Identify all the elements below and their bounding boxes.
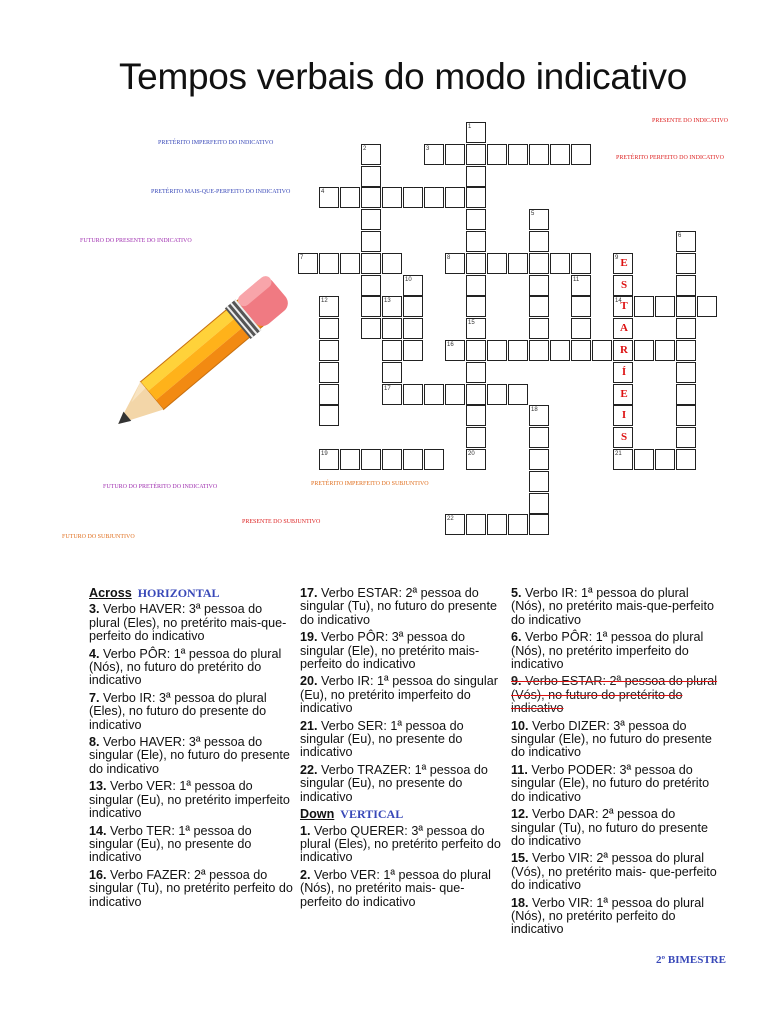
clue-label: 8.: [89, 735, 104, 750]
tense-label: PRETÉRITO PERFEITO DO INDICATIVO: [616, 155, 724, 161]
crossword-cell[interactable]: [319, 362, 339, 383]
clue-label: 7.: [89, 690, 104, 705]
crossword-cell[interactable]: [340, 187, 360, 208]
clue-number: 5: [531, 211, 535, 218]
clue-item: [511, 675, 721, 715]
tense-label: PRETÉRITO MAIS-QUE-PERFEITO DO INDICATIVO: [151, 189, 291, 195]
clue-number: 8: [447, 254, 451, 261]
crossword-cell[interactable]: [487, 384, 507, 405]
crossword-cell[interactable]: [319, 340, 339, 361]
clue-label: 4.: [89, 646, 104, 661]
clue-verb: Verbo VER:: [110, 779, 180, 794]
tense-label: PRESENTE DO INDICATIVO: [652, 118, 728, 124]
crossword-cell[interactable]: [361, 449, 381, 470]
crossword-cell[interactable]: [529, 318, 549, 339]
clue-text: 1ª pessoa do singular (Eu), no presente do indicativo: [89, 823, 252, 865]
clue-verb: Verbo DIZER:: [532, 718, 614, 733]
clue-verb: Verbo TER:: [110, 823, 179, 838]
clue-label: 11.: [511, 762, 532, 777]
clue-text: 2ª pessoa do singular (Tu), no pretérito perfeito do indicativo: [89, 867, 293, 909]
down-heading: Down: [300, 807, 335, 822]
crossword-cell[interactable]: [634, 296, 654, 317]
crossword-cell[interactable]: [529, 449, 549, 470]
clue-label: 19.: [300, 630, 322, 645]
down-clues-continued: [511, 587, 721, 941]
crossword-cell[interactable]: [634, 449, 654, 470]
clue-number: 4: [321, 189, 325, 196]
crossword-cell[interactable]: [655, 449, 675, 470]
crossword-cell[interactable]: [403, 318, 423, 339]
clue-item: [511, 587, 721, 627]
crossword-cell[interactable]: [403, 449, 423, 470]
clue-verb: Verbo PODER:: [531, 762, 620, 777]
crossword-cell[interactable]: [319, 253, 339, 274]
crossword-cell[interactable]: [466, 187, 486, 208]
answer-letter: A: [620, 322, 628, 335]
crossword-cell[interactable]: [487, 253, 507, 274]
crossword-cell[interactable]: [676, 275, 696, 296]
clue-number: 19: [321, 451, 328, 457]
crossword-cell[interactable]: [508, 340, 528, 361]
tense-label: FUTURO DO PRETÉRITO DO INDICATIVO: [103, 484, 218, 490]
clue-item: [89, 692, 294, 732]
crossword-cell[interactable]: [676, 405, 696, 426]
across-clues: [89, 587, 294, 913]
crossword-cell[interactable]: [445, 384, 465, 405]
crossword-cell[interactable]: [361, 166, 381, 187]
clue-text: 2ª pessoa do plural (Vós), no futuro do pretérito do indicativo: [511, 674, 718, 716]
clue-label: 12.: [511, 807, 533, 822]
clue-text: 1ª pessoa do plural (Nós), no futuro do pretérito do indicativo: [89, 646, 282, 688]
clue-label: 5.: [511, 586, 526, 600]
clue-label: 9.: [511, 674, 526, 689]
clue-verb: Verbo PÔR:: [525, 630, 596, 645]
clue-item: [89, 603, 294, 643]
clue-item: [300, 631, 505, 671]
crossword-cell[interactable]: [676, 427, 696, 448]
crossword-cell[interactable]: [403, 187, 423, 208]
crossword-cell[interactable]: [550, 253, 570, 274]
clue-item: [511, 897, 721, 937]
clue-item: [300, 675, 505, 715]
clue-verb: Verbo QUERER:: [314, 823, 412, 838]
crossword-cell[interactable]: [382, 318, 402, 339]
clue-number: 9: [615, 254, 619, 261]
crossword-cell[interactable]: [403, 296, 423, 317]
clue-item: [511, 631, 721, 671]
clue-item: [89, 780, 294, 820]
crossword-cell[interactable]: [466, 514, 486, 535]
clue-number: 16: [447, 342, 454, 348]
clue-text: 1ª pessoa do plural (Nós), no pretérito imperfeito do indicativo: [511, 630, 704, 672]
clue-text: 1ª pessoa do singular (Eu), no presente do indicativo: [300, 762, 488, 804]
crossword-cell[interactable]: [571, 296, 591, 317]
crossword-cell[interactable]: [424, 384, 444, 405]
crossword-cell[interactable]: [487, 340, 507, 361]
clues-middle-column: [300, 587, 505, 913]
crossword-cell[interactable]: [466, 231, 486, 252]
clue-label: 16.: [89, 867, 111, 882]
clue-verb: Verbo HAVER:: [103, 602, 189, 617]
clue-text: 1ª pessoa do plural (Nós), no pretérito perfeito do indicativo: [511, 895, 705, 937]
crossword-cell[interactable]: [529, 275, 549, 296]
crossword-cell[interactable]: [466, 275, 486, 296]
clue-label: 10.: [511, 718, 533, 733]
crossword-cell[interactable]: [655, 340, 675, 361]
crossword-cell[interactable]: [424, 449, 444, 470]
crossword-cell[interactable]: [445, 144, 465, 165]
crossword-cell[interactable]: [403, 340, 423, 361]
crossword-cell[interactable]: [361, 318, 381, 339]
crossword-cell[interactable]: [466, 405, 486, 426]
crossword-cell[interactable]: [508, 253, 528, 274]
clue-verb: Verbo IR:: [103, 690, 160, 705]
clue-verb: Verbo HAVER:: [103, 735, 189, 750]
crossword-cell[interactable]: [487, 514, 507, 535]
clue-label: 22.: [300, 762, 322, 777]
crossword-cell[interactable]: [361, 209, 381, 230]
clue-number: 12: [321, 298, 328, 305]
crossword-cell[interactable]: [571, 318, 591, 339]
clue-number: 22: [447, 516, 454, 523]
crossword-cell[interactable]: [571, 340, 591, 361]
clue-verb: Verbo VIR:: [532, 851, 597, 866]
tense-label: FUTURO DO PRESENTE DO INDICATIVO: [80, 238, 192, 244]
crossword-cell[interactable]: [382, 340, 402, 361]
clue-text: 3ª pessoa do plural (Eles), no futuro do presente do indicativo: [89, 690, 267, 732]
crossword-cell[interactable]: [466, 296, 486, 317]
crossword-cell[interactable]: [676, 362, 696, 383]
crossword-cell[interactable]: [382, 449, 402, 470]
clue-item: [89, 736, 294, 776]
tense-label: PRESENTE DO SUBJUNTIVO: [242, 519, 321, 525]
clue-verb: Verbo PÔR:: [103, 646, 174, 661]
crossword-cell[interactable]: [319, 318, 339, 339]
crossword-cell[interactable]: [466, 144, 486, 165]
crossword-cell[interactable]: [466, 253, 486, 274]
clue-number: 3: [426, 145, 430, 152]
clue-number: 10: [405, 276, 412, 283]
crossword-cell[interactable]: [676, 449, 696, 470]
clue-verb: Verbo IR:: [321, 674, 378, 689]
clue-text: 1ª pessoa do singular (Eu), no presente do indicativo: [300, 718, 464, 760]
clue-number: 11: [573, 276, 580, 283]
clue-text: 1ª pessoa do plural (Nós), no pretérito mais-que-perfeito do indicativo: [511, 586, 714, 627]
crossword-cell[interactable]: [655, 296, 675, 317]
clue-item: [511, 852, 721, 892]
crossword-cell[interactable]: [529, 340, 549, 361]
crossword-cell[interactable]: [676, 340, 696, 361]
crossword-cell[interactable]: [697, 296, 717, 317]
clue-text: 1ª pessoa do singular (Eu), no pretérito imperfeito do indicativo: [300, 674, 498, 716]
footer-bimestre: 2º BIMESTRE: [656, 954, 726, 966]
clue-text: 2ª pessoa do singular (Tu), no futuro do presente do indicativo: [300, 586, 497, 627]
crossword-cell[interactable]: [550, 144, 570, 165]
clue-text: 3ª pessoa do plural (Eles), no pretérito mais-que-perfeito do indicativo: [89, 602, 287, 644]
crossword-cell[interactable]: [634, 340, 654, 361]
answer-letter: S: [620, 431, 628, 444]
clue-number: 21: [615, 451, 622, 457]
clue-text: 1ª pessoa do plural (Nós), no pretérito mais- que-perfeito do indicativo: [300, 867, 491, 909]
crossword-cell[interactable]: [676, 296, 696, 317]
page-title: Tempos verbais do modo indicativo: [118, 56, 687, 97]
crossword-cell[interactable]: [361, 187, 381, 208]
crossword-cell[interactable]: [508, 384, 528, 405]
crossword-cell[interactable]: [340, 253, 360, 274]
clue-text: 2ª pessoa do plural (Vós), no pretérito mais- que-perfeito do indicativo: [511, 851, 717, 893]
answer-letter: R: [620, 344, 628, 356]
crossword-cell[interactable]: [529, 296, 549, 317]
crossword-cell[interactable]: [361, 296, 381, 317]
crossword-cell[interactable]: [445, 187, 465, 208]
clue-label: 17.: [300, 586, 322, 600]
crossword-cell[interactable]: [676, 384, 696, 405]
crossword-cell[interactable]: [592, 340, 612, 361]
crossword-cell[interactable]: [508, 144, 528, 165]
answer-letter: I: [621, 409, 627, 422]
crossword-cell[interactable]: [361, 275, 381, 296]
clue-label: 2.: [300, 867, 315, 882]
tense-label: FUTURO DO SUBJUNTIVO: [62, 534, 135, 540]
crossword-cell[interactable]: [529, 514, 549, 535]
clue-text: 3ª pessoa do singular (Ele), no pretérito mais- perfeito do indicativo: [300, 630, 480, 672]
clue-number: 14: [615, 298, 622, 305]
clue-verb: Verbo DAR:: [532, 807, 603, 822]
clue-number: 20: [468, 451, 475, 457]
across-heading: Across: [89, 586, 132, 600]
down-heading-translation: VERTICAL: [340, 807, 404, 822]
crossword-cell[interactable]: [466, 427, 486, 448]
tense-label: PRETÉRITO IMPERFEITO DO SUBJUNTIVO: [311, 481, 429, 487]
clue-item: [511, 808, 721, 848]
clue-label: 15.: [511, 851, 533, 866]
clue-number: 6: [678, 233, 682, 239]
crossword-cell[interactable]: [319, 384, 339, 405]
crossword-cell[interactable]: [529, 471, 549, 492]
crossword-cell[interactable]: [382, 253, 402, 274]
clue-label: 3.: [89, 602, 104, 617]
clue-verb: Verbo FAZER:: [110, 867, 195, 882]
clue-item: [300, 869, 505, 909]
crossword-cell[interactable]: [403, 384, 423, 405]
clue-verb: Verbo SER:: [321, 718, 391, 733]
answer-letter: T: [620, 300, 628, 313]
across-heading-translation: HORIZONTAL: [137, 586, 220, 600]
crossword-cell[interactable]: [487, 144, 507, 165]
clue-item: [300, 825, 505, 865]
crossword-cell[interactable]: [676, 253, 696, 274]
clue-number: 13: [384, 298, 391, 305]
crossword-cell[interactable]: [340, 449, 360, 470]
clue-item: [300, 587, 505, 627]
clue-item: [511, 720, 721, 760]
clue-text: 1ª pessoa do singular (Eu), no pretérito imperfeito indicativo: [89, 779, 290, 821]
clue-text: 3ª pessoa do singular (Ele), no futuro do presente do indicativo: [89, 735, 290, 776]
clue-label: 1.: [300, 823, 315, 838]
clue-number: 1: [468, 124, 472, 130]
clue-verb: Verbo VIR:: [532, 895, 597, 910]
clue-number: 15: [468, 320, 475, 327]
answer-letter: E: [620, 256, 628, 269]
crossword-cell[interactable]: [382, 187, 402, 208]
clue-item: [300, 720, 505, 760]
clue-item: [511, 764, 721, 804]
crossword-cell[interactable]: [571, 144, 591, 165]
clue-verb: Verbo TRAZER:: [321, 762, 415, 777]
clue-item: [300, 764, 505, 804]
crossword-cell[interactable]: [319, 405, 339, 426]
clue-label: 6.: [511, 630, 526, 645]
crossword-cell[interactable]: [550, 340, 570, 361]
crossword-cell[interactable]: [466, 384, 486, 405]
crossword-cell[interactable]: [508, 514, 528, 535]
clue-text: 2ª pessoa do singular (Tu), no futuro do presente do indicativo: [511, 807, 708, 848]
clue-item: [89, 869, 294, 909]
clue-label: 20.: [300, 674, 322, 689]
clue-verb: Verbo ESTAR:: [525, 674, 610, 689]
crossword-cell[interactable]: [424, 187, 444, 208]
answer-letter: S: [620, 278, 628, 291]
clue-label: 14.: [89, 823, 111, 838]
crossword-cell[interactable]: [529, 493, 549, 514]
crossword-cell[interactable]: [466, 340, 486, 361]
clue-number: 17: [384, 385, 391, 392]
answer-letter: E: [620, 387, 628, 400]
crossword-cell[interactable]: [529, 427, 549, 448]
clue-number: 2: [363, 145, 367, 152]
clue-text: 3ª pessoa do plural (Eles), no pretérito perfeito do indicativo: [300, 823, 501, 865]
crossword-cell[interactable]: [529, 231, 549, 252]
crossword-cell[interactable]: [529, 253, 549, 274]
clue-verb: Verbo VER:: [314, 867, 384, 882]
crossword-cell[interactable]: [466, 362, 486, 383]
clue-item: [89, 648, 294, 688]
crossword-cell[interactable]: [361, 253, 381, 274]
clue-verb: Verbo ESTAR:: [321, 586, 406, 600]
clue-number: 18: [531, 407, 538, 414]
clue-item: [89, 825, 294, 865]
crossword-cell[interactable]: [529, 144, 549, 165]
crossword-cell[interactable]: [676, 318, 696, 339]
crossword-cell[interactable]: [466, 166, 486, 187]
clue-text: 3ª pessoa do singular (Ele), no futuro do pretérito do indicativo: [511, 762, 710, 804]
crossword-cell[interactable]: [382, 362, 402, 383]
crossword-cell[interactable]: [466, 209, 486, 230]
clue-label: 13.: [89, 779, 111, 794]
answer-letter: Í: [621, 365, 627, 378]
clue-verb: Verbo PÔR:: [321, 630, 392, 645]
tense-label: PRETÉRITO IMPERFEITO DO INDICATIVO: [158, 140, 274, 146]
clue-number: 7: [300, 254, 304, 261]
crossword-cell[interactable]: [361, 231, 381, 252]
clue-label: 18.: [511, 895, 533, 910]
clue-label: 21.: [300, 718, 322, 733]
crossword-cell[interactable]: [571, 253, 591, 274]
clue-verb: Verbo IR:: [525, 586, 582, 600]
clue-text: 3ª pessoa do singular (Ele), no futuro do presente do indicativo: [511, 718, 712, 760]
